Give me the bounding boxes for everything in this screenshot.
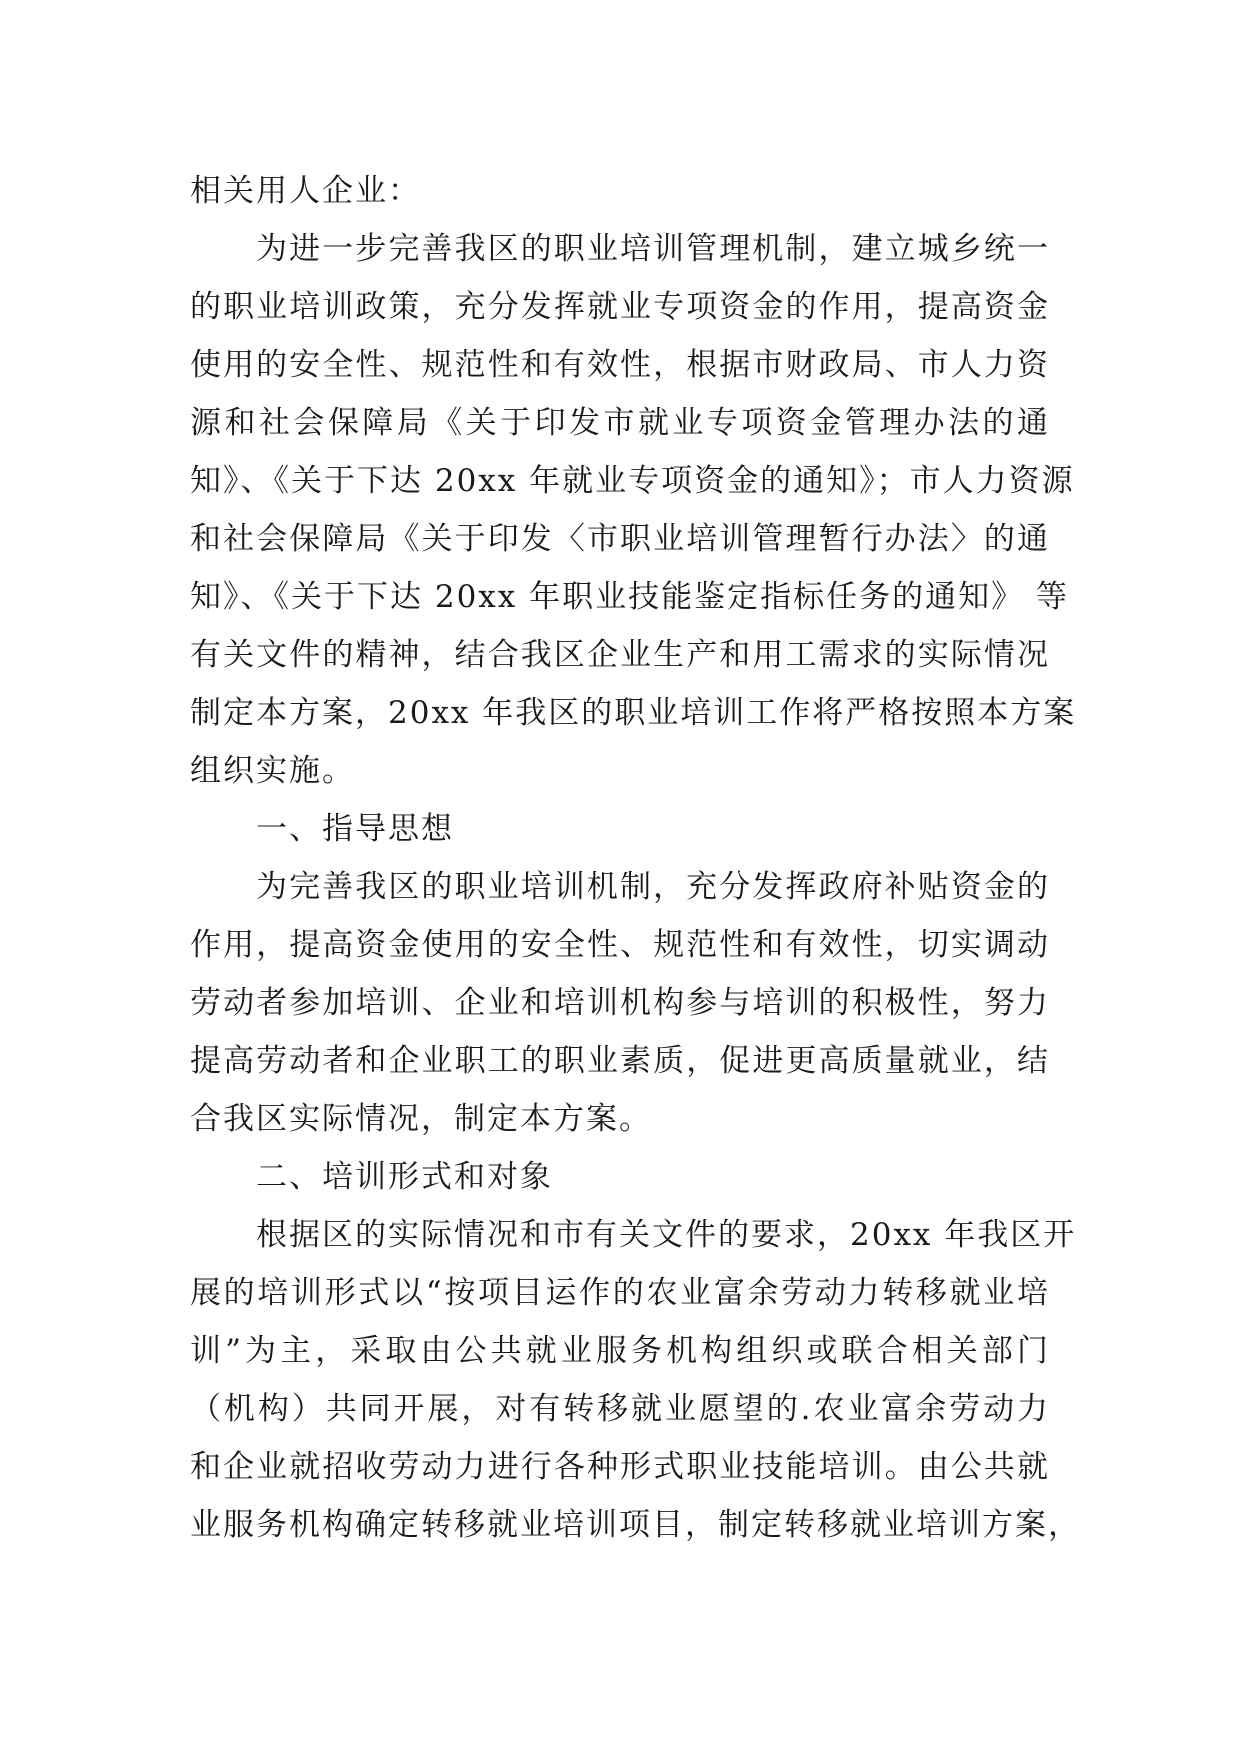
text-line: 提高劳动者和企业职工的职业素质，促进更高质量就业，结 <box>190 1043 1050 1079</box>
document-body <box>190 162 1081 1554</box>
text-line: 源和社会保障局《关于印发市就业专项资金管理办法的通 <box>190 405 1050 441</box>
text-line: 知》、《关于下达 20xx 年职业技能鉴定指标任务的通知》 等 <box>190 579 1069 615</box>
text-line: 的职业培训政策，充分发挥就业专项资金的作用，提高资金 <box>190 289 1050 325</box>
text-line: 二、培训形式和对象 <box>256 1159 553 1195</box>
text-line: 制定本方案，20xx 年我区的职业培训工作将严格按照本方案 <box>190 695 1077 731</box>
text-line: 知》、《关于下达 20xx 年就业专项资金的通知》；市人力资源 <box>190 463 1075 499</box>
text-line: 业服务机构确定转移就业培训项目，制定转移就业培训方案， <box>190 1507 1081 1543</box>
text-line: 相关用人企业： <box>190 173 421 209</box>
text-line: 作用，提高资金使用的安全性、规范性和有效性，切实调动 <box>190 927 1050 963</box>
text-line: 有关文件的精神，结合我区企业生产和用工需求的实际情况 <box>190 637 1050 673</box>
text-line: 展的培训形式以“按项目运作的农业富余劳动力转移就业培 <box>190 1275 1050 1311</box>
text-line: 使用的安全性、规范性和有效性，根据市财政局、市人力资 <box>190 347 1050 383</box>
text-line: 为完善我区的职业培训机制，充分发挥政府补贴资金的 <box>256 869 1050 905</box>
text-line: 劳动者参加培训、企业和培训机构参与培训的积极性，努力 <box>190 985 1050 1021</box>
text-line: 根据区的实际情况和市有关文件的要求，20xx 年我区开 <box>256 1217 1077 1253</box>
text-line: 和社会保障局《关于印发〈市职业培训管理暂行办法〉的通 <box>190 521 1050 557</box>
text-line: 训”为主，采取由公共就业服务机构组织或联合相关部门 <box>190 1333 1050 1369</box>
text-line: 一、指导思想 <box>256 811 454 847</box>
text-line: 为进一步完善我区的职业培训管理机制，建立城乡统一 <box>256 231 1050 267</box>
text-line: 和企业就招收劳动力进行各种形式职业技能培训。由公共就 <box>190 1449 1050 1485</box>
text-line: （机构）共同开展，对有转移就业愿望的.农业富余劳动力 <box>190 1391 1050 1427</box>
text-line: 组织实施。 <box>190 753 355 789</box>
text-line: 合我区实际情况，制定本方案。 <box>190 1101 652 1137</box>
